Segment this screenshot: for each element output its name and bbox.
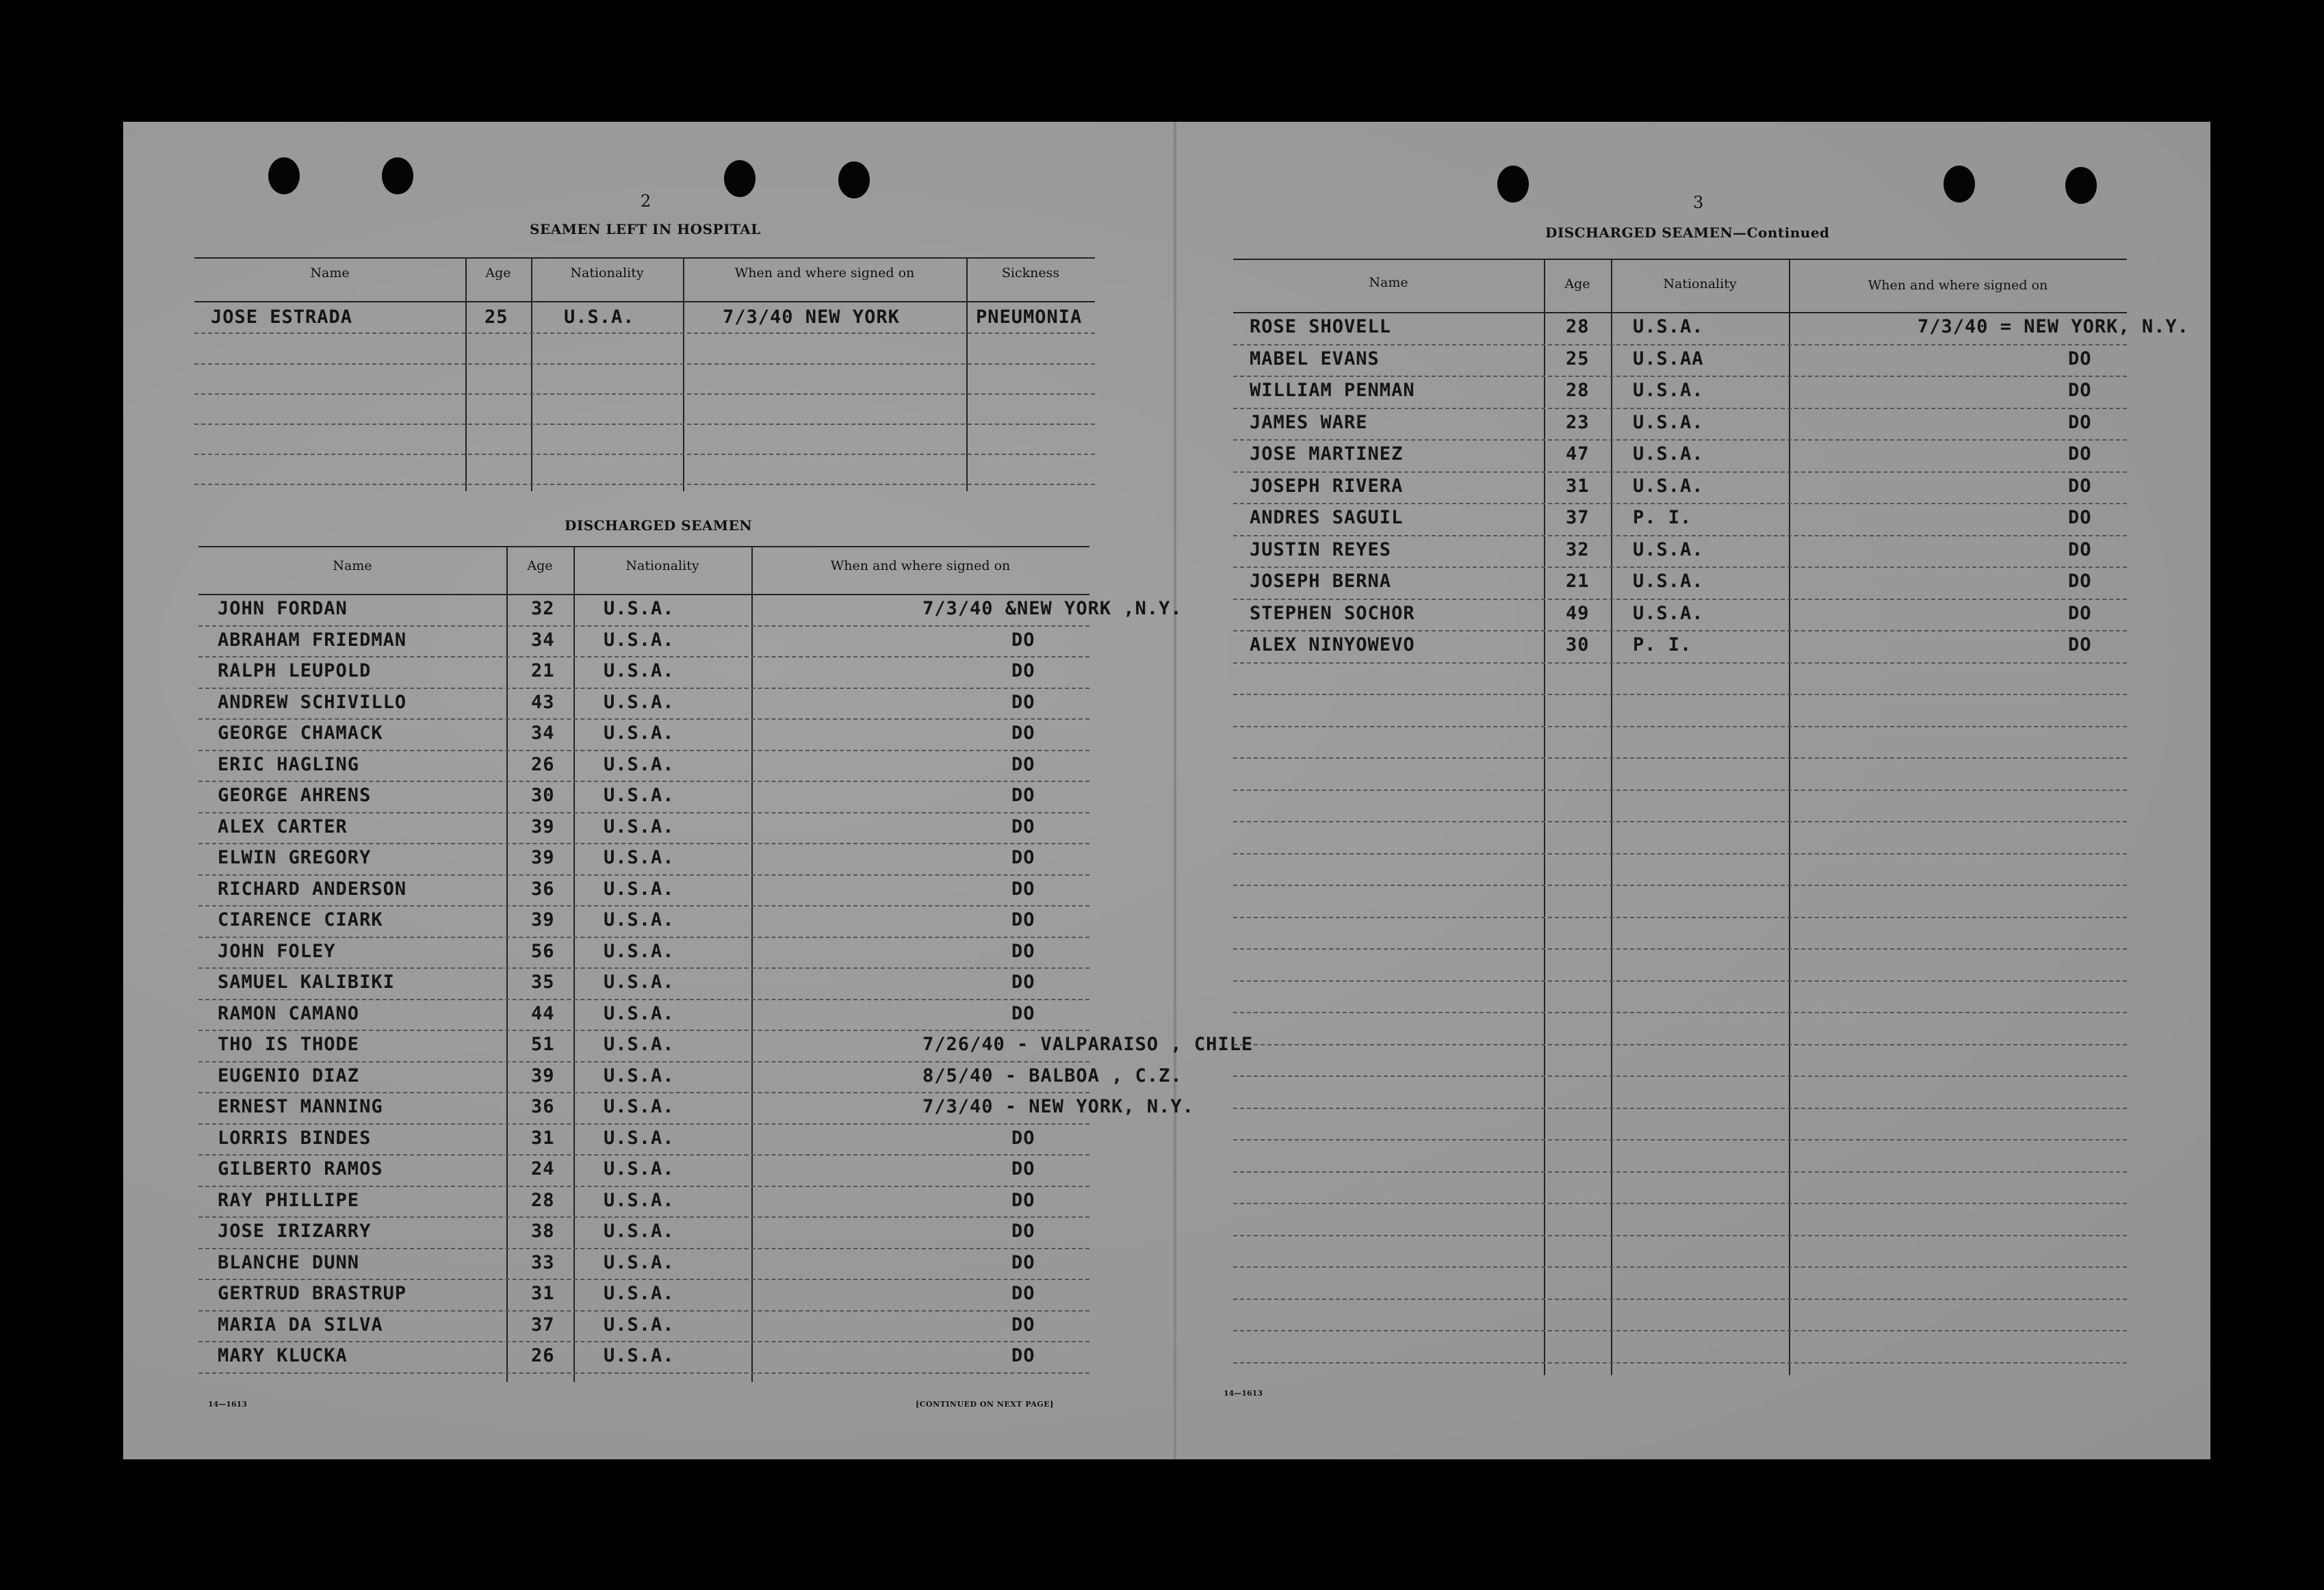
cell-age: 37 bbox=[1566, 507, 1590, 528]
cell-name: GERTRUD BRASTRUP bbox=[218, 1283, 407, 1304]
cell-age: 36 bbox=[531, 878, 555, 900]
cell-signed: DO bbox=[1011, 1127, 1035, 1149]
cell-nationality: U.S.A. bbox=[604, 1096, 675, 1117]
discharged-table bbox=[198, 546, 1254, 1382]
cell-signed: DO bbox=[1011, 691, 1035, 713]
cell-name: LORRIS BINDES bbox=[218, 1127, 372, 1149]
page-number: 3 bbox=[1693, 193, 1704, 212]
blank-row-line bbox=[1233, 1362, 2127, 1364]
cell-age: 26 bbox=[531, 1345, 555, 1366]
cell-name: SAMUEL KALIBIKI bbox=[218, 972, 395, 993]
cell-signed: DO bbox=[1011, 878, 1035, 900]
blank-row-line bbox=[1233, 821, 2127, 822]
table-row bbox=[198, 1248, 1089, 1281]
cell-nationality: U.S.A. bbox=[1633, 380, 1704, 401]
cell-name: RAMON CAMANO bbox=[218, 1002, 360, 1024]
table-row bbox=[1233, 599, 2127, 632]
cell-name: RICHARD ANDERSON bbox=[218, 878, 407, 900]
cell-name: JOSE IRIZARRY bbox=[218, 1221, 372, 1242]
cell-signed: DO bbox=[2068, 348, 2092, 369]
discharged-continued-title: DISCHARGED SEAMEN—Continued bbox=[1545, 224, 1830, 241]
table-row bbox=[1233, 503, 2127, 536]
discharged-continued-table bbox=[1233, 259, 2189, 1375]
cell-name: JUSTIN REYES bbox=[1250, 538, 1392, 560]
hospital-section-title: SEAMEN LEFT IN HOSPITAL bbox=[530, 221, 761, 237]
cell-signed: DO bbox=[2068, 538, 2092, 560]
col-header-age: Age bbox=[485, 265, 511, 281]
cell-signed: 7/3/40 = NEW YORK, N.Y. bbox=[1918, 316, 2189, 337]
cell-signed: DO bbox=[1011, 1345, 1035, 1366]
cell-signed: DO bbox=[1011, 847, 1035, 868]
cell-nationality: U.S.A. bbox=[1633, 571, 1704, 592]
discharged-section-title: DISCHARGED SEAMEN bbox=[565, 517, 753, 534]
cell-signed: 8/5/40 - BALBOA , C.Z. bbox=[922, 1065, 1183, 1086]
cell-nationality: U.S.A. bbox=[564, 307, 635, 328]
cell-name: GILBERTO RAMOS bbox=[218, 1158, 383, 1180]
col-header-age: Age bbox=[527, 558, 553, 573]
cell-nationality: U.S.A. bbox=[604, 940, 675, 962]
cell-age: 26 bbox=[531, 753, 555, 775]
table-row bbox=[198, 1341, 1089, 1374]
cell-nationality: U.S.A. bbox=[604, 972, 675, 993]
form-code: 14—1613 bbox=[208, 1400, 247, 1409]
cell-age: 24 bbox=[531, 1158, 555, 1180]
table-row bbox=[1233, 312, 2189, 346]
col-header-age: Age bbox=[1564, 276, 1590, 291]
cell-name: ANDREW SCHIVILLO bbox=[218, 691, 407, 713]
cell-name: ELWIN GREGORY bbox=[218, 847, 372, 868]
col-header-sickness: Sickness bbox=[1001, 265, 1060, 281]
cell-name: ANDRES SAGUIL bbox=[1250, 507, 1404, 528]
cell-signed: 7/3/40 - NEW YORK, N.Y. bbox=[922, 1096, 1194, 1117]
col-header-signed: When and where signed on bbox=[734, 265, 915, 281]
cell-signed: DO bbox=[1011, 1221, 1035, 1242]
cell-name: MARIA DA SILVA bbox=[218, 1314, 383, 1335]
cell-name: JOHN FORDAN bbox=[218, 598, 348, 619]
cell-nationality: U.S.AA bbox=[1633, 348, 1704, 369]
table-row bbox=[198, 718, 1089, 751]
cell-signed: DO bbox=[1011, 1158, 1035, 1180]
punch-hole bbox=[268, 157, 300, 194]
cell-age: 31 bbox=[531, 1127, 555, 1149]
cell-age: 39 bbox=[531, 816, 555, 837]
cell-nationality: U.S.A. bbox=[604, 1189, 675, 1211]
cell-age: 43 bbox=[531, 691, 555, 713]
cell-name: BLANCHE DUNN bbox=[218, 1251, 360, 1273]
cell-age: 51 bbox=[531, 1034, 555, 1055]
table-row bbox=[198, 937, 1089, 969]
cell-name: ABRAHAM FRIEDMAN bbox=[218, 629, 407, 651]
cell-age: 36 bbox=[531, 1096, 555, 1117]
cell-signed: DO bbox=[1011, 940, 1035, 962]
cell-age: 39 bbox=[531, 909, 555, 930]
page-number: 2 bbox=[641, 192, 651, 211]
cell-age: 34 bbox=[531, 629, 555, 651]
table-row bbox=[198, 1123, 1089, 1156]
blank-row-line bbox=[1233, 694, 2127, 695]
cell-nationality: U.S.A. bbox=[604, 1221, 675, 1242]
cell-signed: DO bbox=[2068, 602, 2092, 624]
table-row bbox=[198, 1310, 1089, 1343]
blank-row-line bbox=[1233, 948, 2127, 950]
col-header-signed: When and where signed on bbox=[830, 558, 1011, 573]
cell-signed: DO bbox=[2068, 411, 2092, 433]
cell-age: 47 bbox=[1566, 443, 1590, 465]
cell-name: ALEX CARTER bbox=[218, 816, 348, 837]
col-header-name: Name bbox=[310, 265, 350, 281]
table-row bbox=[198, 874, 1089, 907]
blank-row-line bbox=[1233, 1235, 2127, 1236]
cell-nationality: U.S.A. bbox=[604, 753, 675, 775]
cell-age: 23 bbox=[1566, 411, 1590, 433]
cell-nationality: U.S.A. bbox=[1633, 411, 1704, 433]
cell-age: 31 bbox=[531, 1283, 555, 1304]
table-row bbox=[198, 999, 1089, 1032]
cell-name: ALEX NINYOWEVO bbox=[1250, 634, 1415, 655]
table-row bbox=[198, 843, 1089, 876]
table-row bbox=[198, 594, 1183, 627]
table-row bbox=[198, 625, 1089, 658]
document-sheet bbox=[123, 122, 2210, 1459]
table-row bbox=[1233, 630, 2127, 664]
cell-signed: 7/3/40 NEW YORK bbox=[723, 307, 900, 328]
cell-age: 38 bbox=[531, 1221, 555, 1242]
cell-nationality: U.S.A. bbox=[604, 1002, 675, 1024]
col-header-name: Name bbox=[1369, 275, 1408, 290]
table-row bbox=[198, 1279, 1089, 1312]
cell-age: 21 bbox=[531, 660, 555, 681]
cell-age: 28 bbox=[1566, 380, 1590, 401]
cell-signed: DO bbox=[1011, 753, 1035, 775]
cell-age: 56 bbox=[531, 940, 555, 962]
punch-hole bbox=[1497, 166, 1529, 203]
cell-name: JOSEPH RIVERA bbox=[1250, 475, 1404, 497]
cell-nationality: U.S.A. bbox=[604, 1314, 675, 1335]
col-header-name: Name bbox=[333, 558, 372, 573]
table-row bbox=[1233, 344, 2127, 378]
cell-nationality: U.S.A. bbox=[604, 629, 675, 651]
blank-row-line bbox=[1233, 726, 2127, 727]
table-row bbox=[1233, 408, 2127, 441]
punch-hole bbox=[838, 161, 870, 198]
cell-age: 33 bbox=[531, 1251, 555, 1273]
table-row bbox=[1233, 566, 2127, 600]
blank-row-line bbox=[1233, 1108, 2127, 1109]
cell-signed: DO bbox=[1011, 1314, 1035, 1335]
table-row bbox=[198, 1030, 1254, 1063]
cell-age: 49 bbox=[1566, 602, 1590, 624]
cell-nationality: U.S.A. bbox=[604, 909, 675, 930]
cell-name: JOSE ESTRADA bbox=[211, 307, 353, 328]
cell-name: RALPH LEUPOLD bbox=[218, 660, 372, 681]
blank-row-line bbox=[1233, 1299, 2127, 1300]
cell-age: 32 bbox=[531, 598, 555, 619]
cell-age: 37 bbox=[531, 1314, 555, 1335]
blank-row-line bbox=[1233, 1171, 2127, 1173]
cell-signed: DO bbox=[1011, 972, 1035, 993]
cell-nationality: U.S.A. bbox=[604, 816, 675, 837]
cell-nationality: U.S.A. bbox=[604, 1283, 675, 1304]
table-row bbox=[198, 812, 1089, 845]
blank-row-line bbox=[1233, 1012, 2127, 1013]
cell-age: 31 bbox=[1566, 475, 1590, 497]
table-row bbox=[194, 302, 1095, 334]
cell-age: 35 bbox=[531, 972, 555, 993]
table-row bbox=[198, 688, 1089, 720]
cell-name: STEPHEN SOCHOR bbox=[1250, 602, 1415, 624]
cell-signed: DO bbox=[1011, 1283, 1035, 1304]
cell-signed: DO bbox=[2068, 507, 2092, 528]
cell-name: MARY KLUCKA bbox=[218, 1345, 348, 1366]
table-row bbox=[198, 1061, 1183, 1094]
cell-name: ERIC HAGLING bbox=[218, 753, 360, 775]
blank-row-line bbox=[1233, 1330, 2127, 1331]
col-header-nationality: Nationality bbox=[625, 558, 699, 573]
cell-name: ROSE SHOVELL bbox=[1250, 316, 1392, 337]
cell-age: 32 bbox=[1566, 538, 1590, 560]
cell-age: 28 bbox=[531, 1189, 555, 1211]
cell-name: ERNEST MANNING bbox=[218, 1096, 383, 1117]
blank-row-line bbox=[1233, 1203, 2127, 1204]
punch-hole bbox=[1944, 166, 1975, 203]
cell-signed: 7/26/40 - VALPARAISO , CHILE bbox=[922, 1034, 1254, 1055]
punch-hole bbox=[724, 160, 756, 197]
cell-nationality: U.S.A. bbox=[604, 1034, 675, 1055]
table-row bbox=[198, 781, 1089, 813]
cell-nationality: U.S.A. bbox=[604, 1158, 675, 1180]
table-row bbox=[1233, 535, 2127, 569]
blank-row-line bbox=[1233, 980, 2127, 982]
table-row bbox=[198, 1154, 1089, 1187]
table-row bbox=[1233, 439, 2127, 473]
form-code: 14—1613 bbox=[1224, 1389, 1263, 1398]
cell-signed: DO bbox=[1011, 785, 1035, 806]
cell-name: JAMES WARE bbox=[1250, 411, 1368, 433]
cell-name: JOSEPH BERNA bbox=[1250, 571, 1392, 592]
cell-nationality: U.S.A. bbox=[604, 1065, 675, 1086]
table-row bbox=[198, 656, 1089, 689]
cell-name: RAY PHILLIPE bbox=[218, 1189, 360, 1211]
cell-nationality: U.S.A. bbox=[604, 878, 675, 900]
blank-row-line bbox=[1233, 1076, 2127, 1077]
blank-row-line bbox=[1233, 917, 2127, 918]
table-row bbox=[198, 750, 1089, 783]
punch-hole bbox=[2065, 167, 2097, 204]
cell-signed: DO bbox=[1011, 1189, 1035, 1211]
cell-age: 44 bbox=[531, 1002, 555, 1024]
blank-row-line bbox=[1233, 1139, 2127, 1141]
continued-note: [CONTINUED ON NEXT PAGE] bbox=[916, 1400, 1054, 1409]
table-row bbox=[1233, 471, 2127, 505]
cell-age: 25 bbox=[485, 307, 508, 328]
cell-nationality: U.S.A. bbox=[604, 847, 675, 868]
cell-nationality: U.S.A. bbox=[604, 1251, 675, 1273]
cell-nationality: U.S.A. bbox=[604, 785, 675, 806]
cell-name: CIARENCE CIARK bbox=[218, 909, 383, 930]
cell-signed: DO bbox=[2068, 443, 2092, 465]
cell-name: GEORGE CHAMACK bbox=[218, 722, 383, 744]
blank-row-line bbox=[1233, 1044, 2127, 1045]
col-header-nationality: Nationality bbox=[1663, 276, 1737, 291]
cell-age: 21 bbox=[1566, 571, 1590, 592]
cell-nationality: U.S.A. bbox=[604, 722, 675, 744]
cell-age: 34 bbox=[531, 722, 555, 744]
table-row bbox=[198, 1216, 1089, 1249]
cell-age: 30 bbox=[531, 785, 555, 806]
cell-signed: 7/3/40 &NEW YORK ,N.Y. bbox=[922, 598, 1183, 619]
cell-signed: DO bbox=[1011, 909, 1035, 930]
table-row bbox=[198, 1186, 1089, 1218]
cell-nationality: U.S.A. bbox=[1633, 538, 1704, 560]
cell-nationality: U.S.A. bbox=[1633, 475, 1704, 497]
cell-signed: DO bbox=[1011, 629, 1035, 651]
cell-signed: DO bbox=[2068, 634, 2092, 655]
cell-nationality: U.S.A. bbox=[604, 1127, 675, 1149]
cell-nationality: U.S.A. bbox=[1633, 602, 1704, 624]
cell-nationality: P. I. bbox=[1633, 507, 1692, 528]
cell-signed: DO bbox=[2068, 380, 2092, 401]
cell-nationality: U.S.A. bbox=[604, 1345, 675, 1366]
cell-signed: DO bbox=[1011, 722, 1035, 744]
cell-name: WILLIAM PENMAN bbox=[1250, 380, 1415, 401]
cell-name: JOSE MARTINEZ bbox=[1250, 443, 1404, 465]
cell-name: GEORGE AHRENS bbox=[218, 785, 372, 806]
col-header-signed: When and where signed on bbox=[1868, 278, 2048, 293]
cell-nationality: U.S.A. bbox=[1633, 443, 1704, 465]
cell-nationality: U.S.A. bbox=[604, 598, 675, 619]
punch-hole bbox=[382, 157, 413, 194]
cell-nationality: P. I. bbox=[1633, 634, 1692, 655]
cell-age: 25 bbox=[1566, 348, 1590, 369]
blank-row-line bbox=[1233, 1266, 2127, 1268]
cell-signed: DO bbox=[1011, 1002, 1035, 1024]
cell-signed: DO bbox=[2068, 571, 2092, 592]
cell-nationality: U.S.A. bbox=[604, 660, 675, 681]
cell-age: 39 bbox=[531, 847, 555, 868]
cell-name: THO IS THODE bbox=[218, 1034, 360, 1055]
cell-signed: DO bbox=[2068, 475, 2092, 497]
cell-name: JOHN FOLEY bbox=[218, 940, 336, 962]
cell-nationality: U.S.A. bbox=[1633, 316, 1704, 337]
cell-signed: DO bbox=[1011, 816, 1035, 837]
cell-signed: DO bbox=[1011, 660, 1035, 681]
blank-row-line bbox=[1233, 790, 2127, 791]
table-row bbox=[198, 1092, 1194, 1125]
cell-age: 39 bbox=[531, 1065, 555, 1086]
hospital-table bbox=[194, 257, 1095, 497]
blank-row-line bbox=[1233, 757, 2127, 759]
cell-signed: DO bbox=[1011, 1251, 1035, 1273]
cell-age: 28 bbox=[1566, 316, 1590, 337]
cell-nationality: U.S.A. bbox=[604, 691, 675, 713]
blank-row-line bbox=[1233, 885, 2127, 886]
table-row bbox=[1233, 376, 2127, 409]
col-header-nationality: Nationality bbox=[570, 265, 644, 281]
table-row bbox=[198, 967, 1089, 1000]
cell-sickness: PNEUMONIA bbox=[976, 307, 1083, 328]
blank-row-line bbox=[1233, 853, 2127, 855]
bleed-through bbox=[253, 218, 260, 240]
table-row bbox=[198, 905, 1089, 938]
cell-name: MABEL EVANS bbox=[1250, 348, 1380, 369]
cell-name: EUGENIO DIAZ bbox=[218, 1065, 360, 1086]
page-fold bbox=[1174, 122, 1176, 1459]
cell-age: 30 bbox=[1566, 634, 1590, 655]
